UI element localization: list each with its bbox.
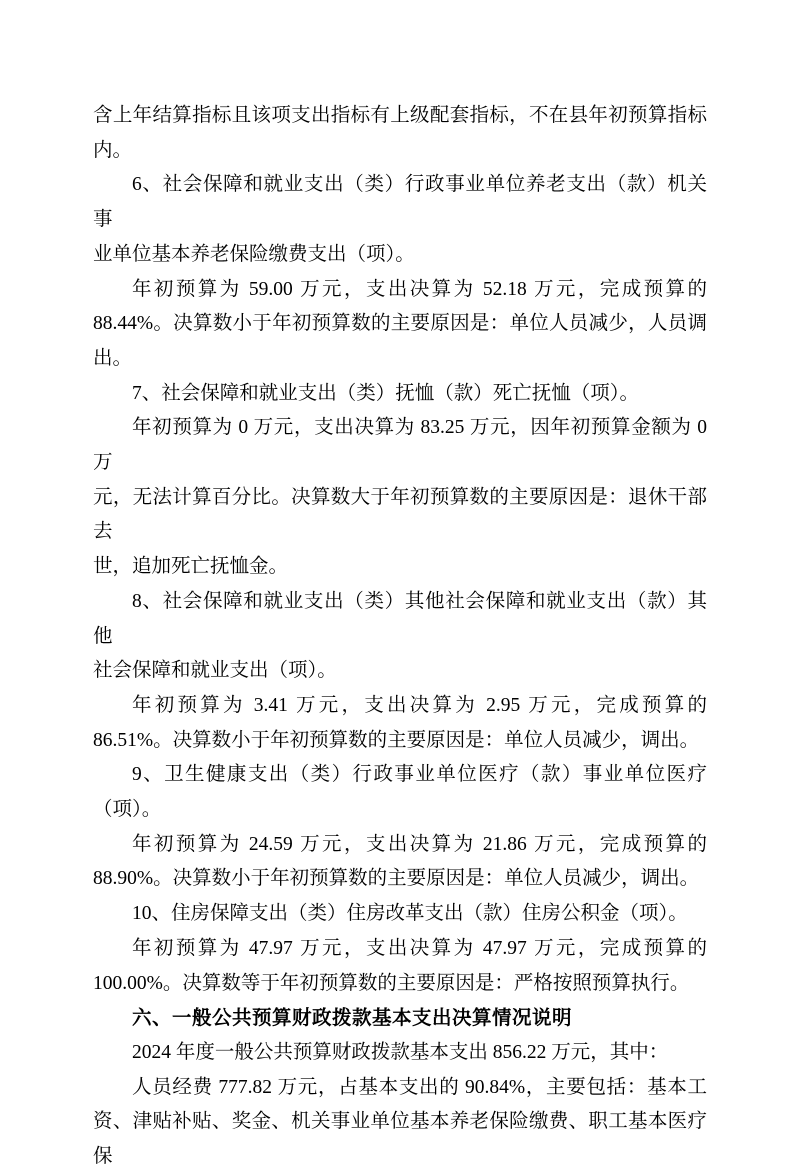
text-line: 8、社会保障和就业支出（类）其他社会保障和就业支出（款）其他 [93, 590, 707, 647]
text-line: 资、津贴补贴、奖金、机关事业单位基本养老保险缴费、职工基本医疗保 [93, 1111, 707, 1168]
text-line: 年初预算为 59.00 万元，支出决算为 52.18 万元，完成预算的 [132, 278, 707, 300]
text-line: 世，追加死亡抚恤金。 [93, 556, 289, 578]
text-line: 年初预算为 24.59 万元，支出决算为 21.86 万元，完成预算的 [132, 833, 707, 855]
paragraph [93, 411, 707, 585]
text-line: 元，无法计算百分比。决算数大于年初预算数的主要原因是：退休干部去 [93, 486, 707, 543]
text-line: 年初预算为 47.97 万元，支出决算为 47.97 万元，完成预算的 [132, 937, 707, 959]
text-line: 86.51%。决算数小于年初预算数的主要原因是：单位人员减少，调出。 [93, 729, 700, 751]
text-line: 年初预算为 3.41 万元，支出决算为 2.95 万元，完成预算的 [132, 694, 707, 716]
paragraph [93, 99, 707, 168]
paragraph [93, 828, 707, 897]
paragraph [93, 1071, 707, 1175]
document-content [93, 99, 707, 1175]
text-line: 人员经费 777.82 万元，占基本支出的 90.84%，主要包括：基本工 [132, 1076, 707, 1098]
paragraph [93, 377, 707, 412]
text-line: 社会保障和就业支出（项）。 [93, 660, 337, 682]
text-line: （项）。 [93, 799, 162, 821]
paragraph [93, 932, 707, 1001]
text-line: 6、社会保障和就业支出（类）行政事业单位养老支出（款）机关事 [93, 174, 707, 231]
paragraph [93, 585, 707, 689]
text-line: 年初预算为 0 万元，支出决算为 83.25 万元，因年初预算金额为 0 万 [93, 417, 707, 474]
text-line: 六、一般公共预算财政拨款基本支出决算情况说明 [132, 1007, 573, 1030]
section-heading [93, 1001, 707, 1036]
text-line: 9、卫生健康支出（类）行政事业单位医疗（款）事业单位医疗 [132, 764, 707, 786]
text-line: 出。 [93, 347, 133, 369]
text-line: 含上年结算指标且该项支出指标有上级配套指标，不在县年初预算指标 [93, 105, 707, 126]
text-line: 内。 [93, 139, 133, 161]
paragraph [93, 689, 707, 758]
text-line: 业单位基本养老保险缴费支出（项）。 [93, 243, 415, 265]
text-line: 7、社会保障和就业支出（类）抚恤（款）死亡抚恤（项）。 [132, 382, 640, 404]
paragraph [93, 1036, 707, 1071]
text-line: 2024 年度一般公共预算财政拨款基本支出 856.22 万元，其中： [132, 1041, 669, 1063]
paragraph [93, 758, 707, 827]
text-line: 88.90%。决算数小于年初预算数的主要原因是：单位人员减少，调出。 [93, 868, 700, 890]
paragraph [93, 273, 707, 377]
text-line: 88.44%。决算数小于年初预算数的主要原因是：单位人员减少，人员调 [93, 313, 707, 335]
text-line: 100.00%。决算数等于年初预算数的主要原因是：严格按照预算执行。 [93, 972, 690, 994]
paragraph [93, 897, 707, 932]
text-line: 10、住房保障支出（类）住房改革支出（款）住房公积金（项）。 [132, 903, 688, 925]
paragraph [93, 168, 707, 272]
